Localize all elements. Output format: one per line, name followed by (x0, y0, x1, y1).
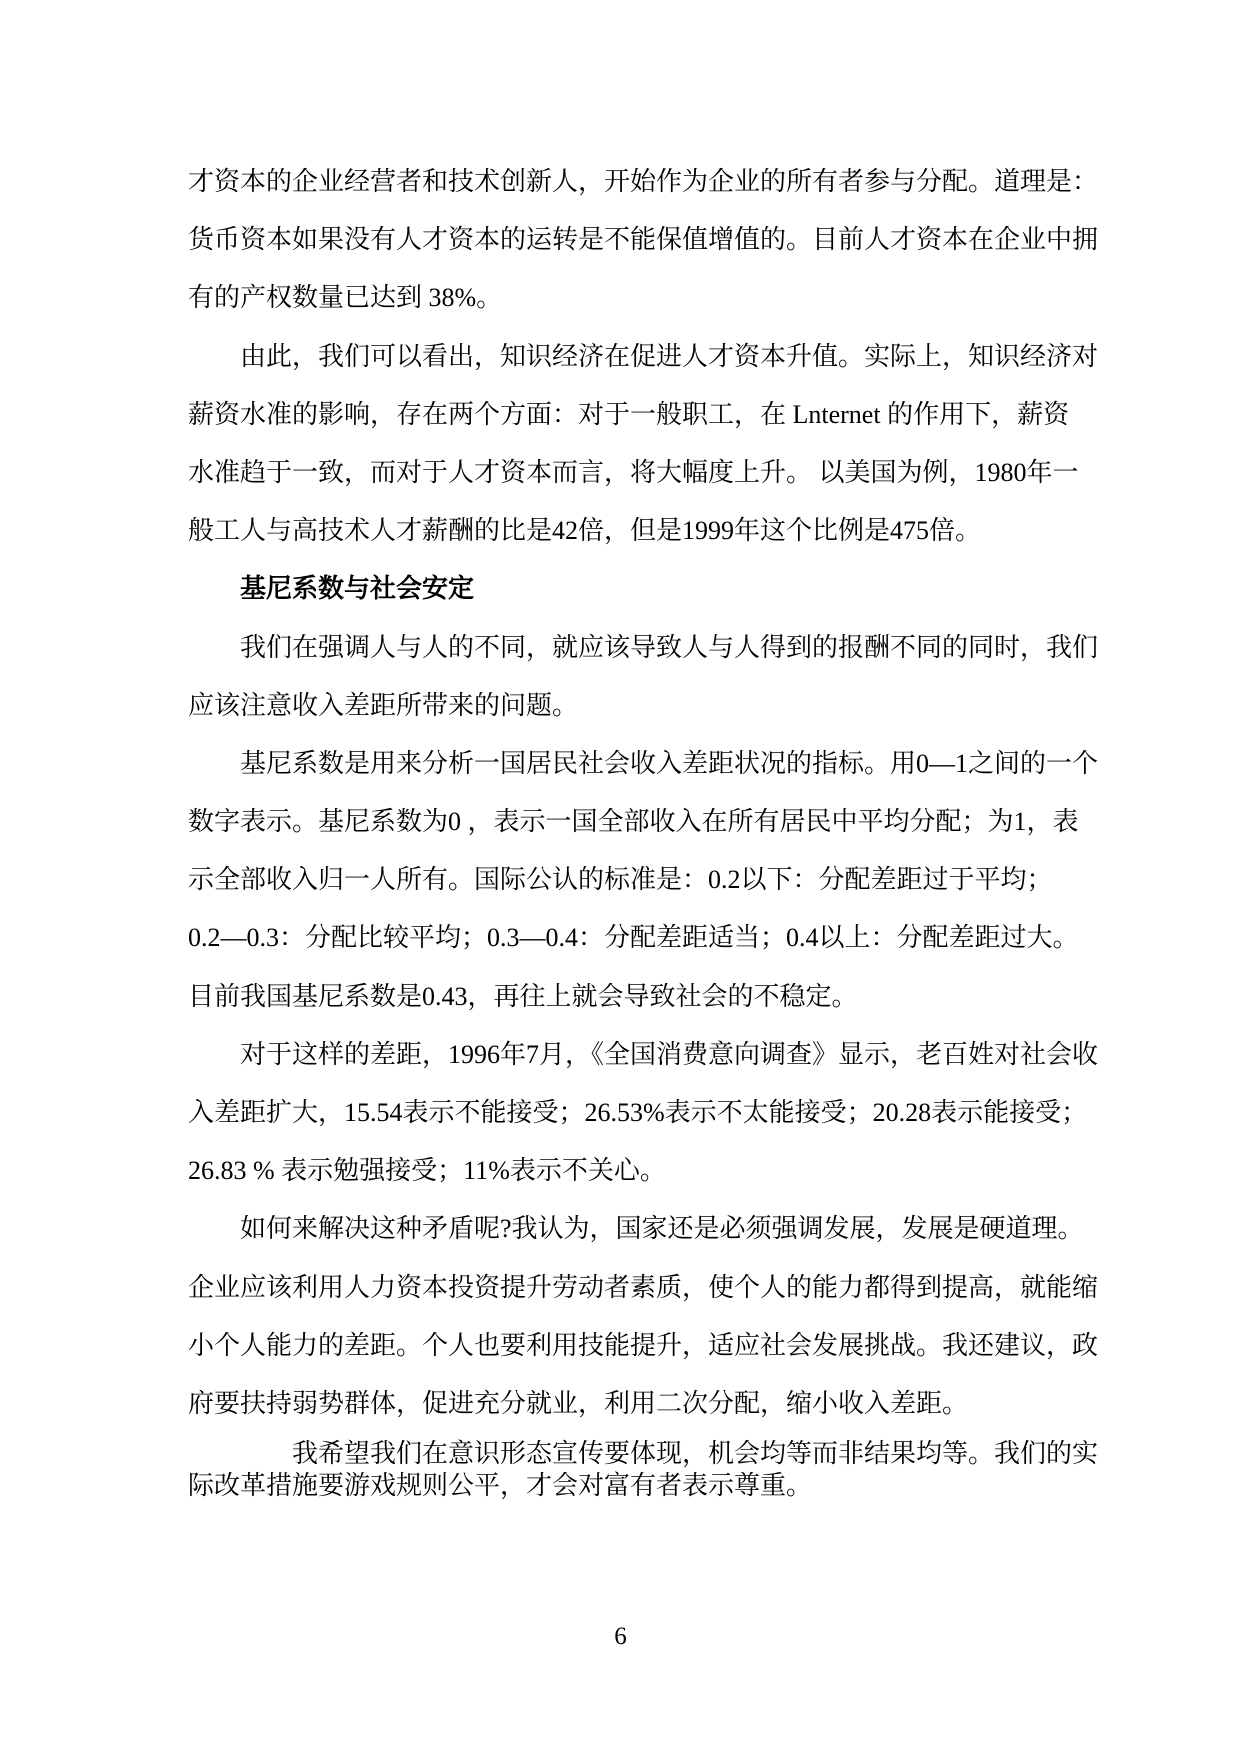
text-line: 小个人能力的差距。个人也要利用技能提升，适应社会发展挑战。我还建议，政 (188, 1330, 1099, 1360)
text-line: 般工人与高技术人才薪酬的比是42倍，但是1999年这个比例是475倍。 (188, 516, 982, 546)
text-line: 府要扶持弱势群体，促进充分就业，利用二次分配，缩小收入差距。 (188, 1388, 969, 1418)
text-line: 如何来解决这种矛盾呢?我认为，国家还是必须强调发展，发展是硬道理。 (240, 1214, 1084, 1244)
text-line: 由此，我们可以看出，知识经济在促进人才资本升值。实际上，知识经济对 (240, 341, 1099, 371)
paragraph-closing (188, 1438, 1099, 1502)
text-line: 才资本的企业经营者和技术创新人，开始作为企业的所有者参与分配。道理是： (188, 167, 1099, 196)
text-block (188, 153, 1099, 1502)
paragraph (188, 619, 1099, 735)
text-line: 水准趋于一致，而对于人才资本而言，将大幅度上升。 以美国为例，1980年一 (188, 457, 1079, 487)
text-line: 企业应该利用人力资本投资提升劳动者素质，使个人的能力都得到提高，就能缩 (188, 1272, 1099, 1302)
text-line: 目前我国基尼系数是0.43，再往上就会导致社会的不稳定。 (188, 981, 858, 1011)
text-line: 应该注意收入差距所带来的问题。 (188, 690, 579, 720)
heading-line: 基尼系数与社会安定 (240, 574, 475, 604)
paragraph (188, 735, 1099, 1026)
text-line: 有的产权数量已达到 38%。 (188, 283, 503, 313)
text-line: 薪资水准的影响，存在两个方面：对于一般职工，在 Lnternet 的作用下，薪资 (188, 399, 1070, 429)
text-line: 对于这样的差距，1996年7月，《全国消费意向调查》显示，老百姓对社会收 (240, 1039, 1099, 1069)
paragraph-continuation (188, 153, 1099, 328)
text-line: 我们在强调人与人的不同，就应该导致人与人得到的报酬不同的同时，我们 (240, 632, 1099, 662)
page-number: 6 (614, 1623, 627, 1650)
paragraph (188, 1026, 1099, 1201)
text-line: 入差距扩大，15.54表示不能接受；26.53%表示不太能接受；20.28表示能接受； (188, 1098, 1088, 1127)
paragraph (188, 1200, 1099, 1433)
paragraph (188, 328, 1099, 561)
text-line: 0.2—0.3：分配比较平均；0.3—0.4：分配差距适当；0.4以上：分配差距过大。 (188, 923, 1079, 953)
text-line: 货币资本如果没有人才资本的运转是不能保值增值的。目前人才资本在企业中拥 (188, 225, 1099, 255)
text-line: 数字表示。基尼系数为0 ，表示一国全部收入在所有居民中平均分配；为1，表 (188, 807, 1079, 837)
text-line: 际改革措施要游戏规则公平，才会对富有者表示尊重。 (188, 1471, 813, 1501)
text-line: 26.83 % 表示勉强接受；11%表示不关心。 (188, 1156, 666, 1186)
text-line: 基尼系数是用来分析一国居民社会收入差距状况的指标。用0—1之间的一个 (240, 748, 1099, 778)
text-line: 我希望我们在意识形态宣传要体现，机会均等而非结果均等。我们的实 (292, 1439, 1099, 1469)
text-line: 示全部收入归一人所有。国际公认的标准是：0.2以下：分配差距过于平均； (188, 865, 1053, 895)
section-heading (188, 560, 1088, 618)
